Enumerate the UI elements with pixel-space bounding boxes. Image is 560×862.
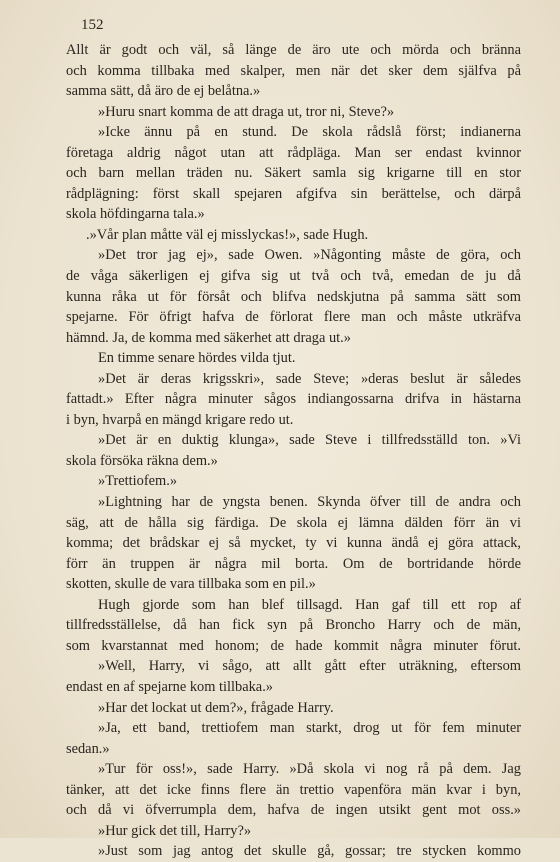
text-line: skotten, skulle de vara tillbaka som en pil.» bbox=[66, 576, 316, 593]
text-line: endast en af spejarne kom tillbaka.» bbox=[66, 678, 273, 695]
text-line: En timme senare hördes vilda tjut. bbox=[98, 350, 296, 367]
text-line: »Har det lockat ut dem?», frågade Harry. bbox=[98, 699, 334, 716]
text-line: och då vi öfverrumpla dem, hafva de ingen utsikt gent mot oss.» bbox=[66, 802, 521, 819]
text-line: »Det är deras krigsskri», sade Steve; »deras beslut är således bbox=[98, 370, 521, 387]
text-line: »Icke ännu på en stund. De skola rådslå först; indianerna bbox=[98, 124, 521, 141]
text-line: samma sätt, då äro de ej belåtna.» bbox=[66, 83, 261, 100]
text-line: .»Vår plan måtte väl ej misslyckas!», sade Hugh. bbox=[86, 226, 369, 243]
text-line: och komma tillbaka med skalper, men när det sker dem själfva på bbox=[66, 62, 521, 79]
text-line: »Lightning har de yngsta benen. Skynda öfver till de andra och bbox=[98, 494, 521, 511]
page-number: 152 bbox=[81, 17, 104, 33]
text-line: »Hur gick det till, Harry?» bbox=[98, 822, 252, 839]
text-line: »Det tror jag ej», sade Owen. »Någonting måste de göra, och bbox=[98, 247, 521, 264]
text-line: komma; det brådskar ej så mycket, ty vi kunna ändå ej göra attack, bbox=[66, 535, 521, 552]
text-line: fattadt.» Efter några minuter sågos indiangossarna drifva in hästarna bbox=[66, 391, 521, 408]
text-line: kunna råka ut för försåt och blifva nedskjutna på samma sätt som bbox=[66, 288, 521, 305]
body-text bbox=[66, 40, 521, 862]
text-line: Allt är godt och väl, så länge de äro ute och mörda och bränna bbox=[66, 42, 521, 58]
text-line: »Huru snart komma de att draga ut, tror ni, Steve?» bbox=[98, 103, 395, 120]
text-line: rådplägning: först skall spejaren afgifva sin berättelse, och därpå bbox=[66, 185, 521, 202]
text-line: tänker, att det icke finns flere än trettio vapenföra män kvar i byn, bbox=[66, 781, 521, 798]
text-line: »Well, Harry, vi sågo, att allt gått efter uträkning, eftersom bbox=[98, 658, 521, 675]
text-line: skola höfdingarna tala.» bbox=[66, 206, 205, 223]
text-line: säg, att de hålla sig färdiga. De skola ej lämna dälden förr än vi bbox=[66, 514, 521, 531]
text-line: sedan.» bbox=[66, 740, 110, 757]
text-line: hämnd. Ja, de komma med säkerhet att draga ut.» bbox=[66, 329, 351, 346]
text-line: »Just som jag antog det skulle gå, gossar; tre stycken kommo bbox=[98, 843, 521, 860]
text-line: tillfredsställelse, då han fick syn på Broncho Harry och de män, bbox=[66, 617, 521, 634]
text-line: skola försöka räkna dem.» bbox=[66, 452, 218, 469]
text-line: de våga säkerligen ej gifva sig ut två och två, emedan de ju då bbox=[66, 268, 521, 285]
text-line: »Ja, ett band, trettiofem man starkt, drog ut för fem minuter bbox=[98, 720, 521, 737]
text-line: Hugh gjorde som han blef tillsagd. Han gaf till ett rop af bbox=[98, 596, 521, 613]
text-line: »Det är en duktig klunga», sade Steve i tillfredsställd ton. »Vi bbox=[98, 432, 521, 449]
text-line: spejarne. För öfrigt hafva de förlorat flere man och måste utkräfva bbox=[66, 309, 521, 326]
text-line: i byn, hvarpå en mängd krigare redo ut. bbox=[66, 411, 294, 428]
text-line: »Trettiofem.» bbox=[98, 473, 178, 490]
text-line: som kvarstannat med honom; de hade kommit några minuter förut. bbox=[66, 637, 521, 654]
text-line: och barn mellan träden nu. Säkert samla sig krigarne till en stor bbox=[66, 165, 521, 182]
text-line: »Tur för oss!», sade Harry. »Då skola vi nog rå på dem. Jag bbox=[98, 761, 521, 778]
text-line: förr än truppen är några mil borta. Om de bortridande hörde bbox=[66, 555, 521, 572]
text-line: företaga aldrig något utan att rådpläga. Man ser endast kvinnor bbox=[66, 144, 521, 161]
